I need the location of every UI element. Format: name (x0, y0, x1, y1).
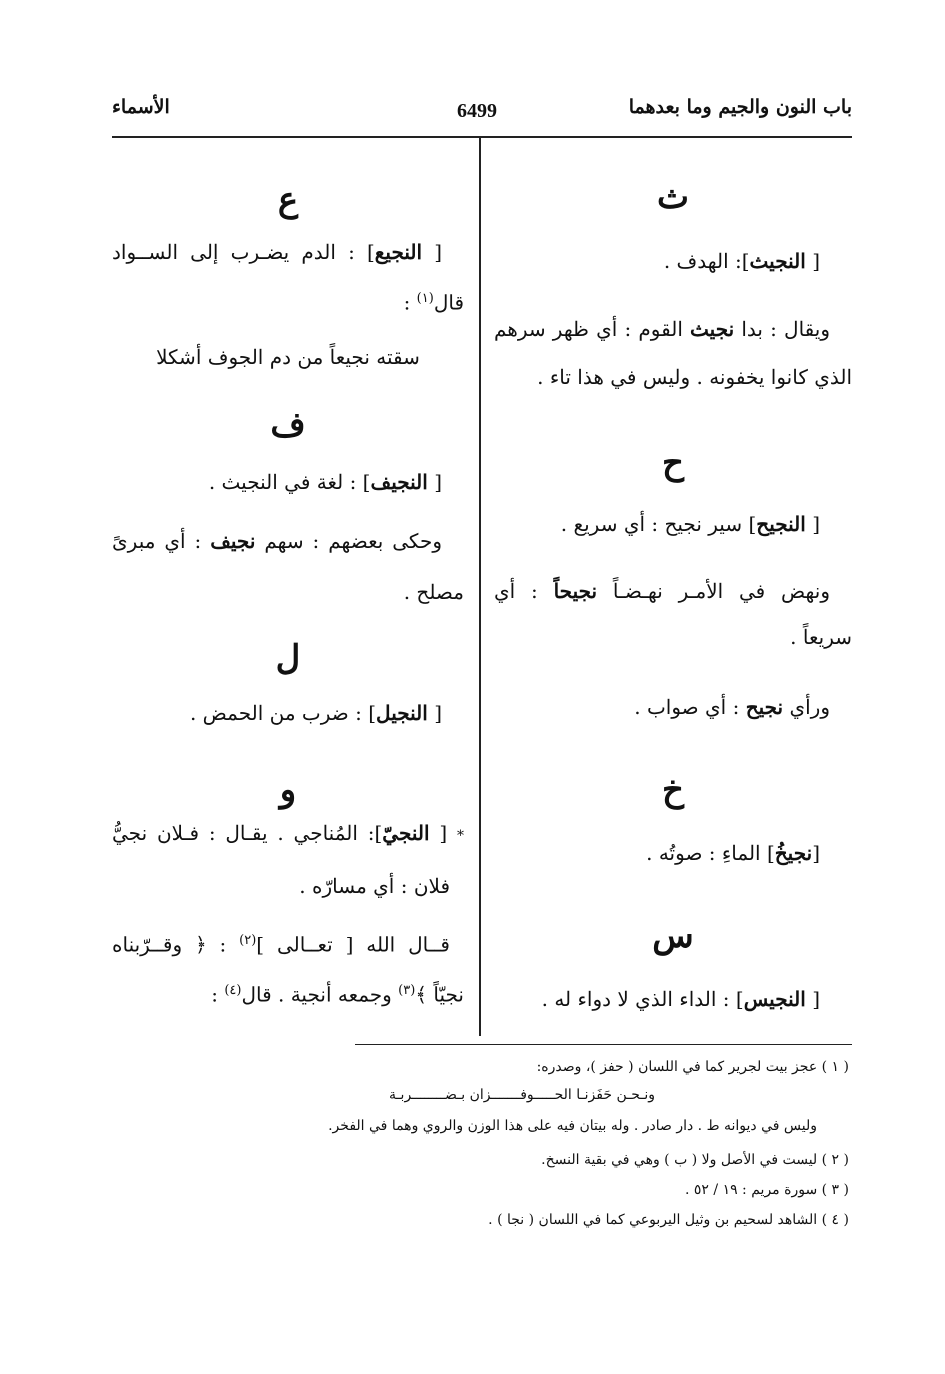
entry-line: فلان : أي مسارّه . (299, 874, 450, 898)
entry-najiyy: * [ النجيّ]: المُناجي . يقـال : فـلان نجيُّ (112, 821, 465, 845)
entry-line: سريعاً . (790, 625, 852, 649)
headword: النجيل (376, 701, 428, 725)
footnote-4: ( ٤ ) الشاهد لسحيم بن وثيل اليربوعي كما في اللسان ( نجا ) . (488, 1212, 849, 1228)
headword: النجيح (756, 512, 806, 536)
header-rule (112, 136, 852, 138)
footnote-ref: (٣) (398, 983, 416, 998)
entry-line: ونهض في الأمـر نهـضـاً نجيحاً : أي (494, 579, 830, 603)
headword: النجيف (370, 470, 428, 494)
footnote-ref: (٤) (224, 983, 242, 998)
headword: النجيث (749, 249, 806, 273)
entry-najif: [ النجيف] : لغة في النجيث . (208, 470, 442, 494)
entry-line: قــال الله [ تعــالى ]$^{(٢)}$ : ﴿ وقــرّبناه (112, 932, 450, 957)
section-title: الأسماء (112, 96, 170, 118)
headword: نجيخُ (774, 841, 813, 865)
entry-line: ويقال : بدا نجيث القوم : أي ظهر سرهم (494, 317, 830, 341)
entry-line: قال$^{(١)}$ : (403, 290, 464, 315)
footnote-1: ( ١ ) عجز بيت لجرير كما في اللسان ( حفز )، وصدره: (536, 1059, 849, 1075)
letter-heading-ha: ح (662, 443, 684, 483)
entry-line: مصلح . (403, 580, 464, 604)
entry-line: نجيّاً ﴾$^{(٣)}$ وجمعه أنجية . قال$^{(٤)}$ : (211, 982, 464, 1007)
headword: النجيّ (382, 821, 430, 845)
letter-heading-fa: ف (270, 405, 306, 445)
entry-najis: [ النجيس] : الداء الذي لا دواء له . (541, 987, 820, 1011)
column-divider (479, 138, 481, 1036)
entry-najiy: [ النجيع] : الدم يضـرب إلى الســواد (112, 240, 443, 264)
entry-line: ورأي نجيح : أي صواب . (634, 695, 830, 719)
headword: النجيع (374, 240, 423, 264)
letter-heading-waw: و (279, 770, 297, 810)
headword: النجيس (743, 987, 806, 1011)
page-number: 6499 (457, 100, 497, 122)
footnote-2: ( ٢ ) ليست في الأصل ولا ( ب ) وهي في بقية النسخ. (541, 1152, 849, 1168)
verse: سقته نجيعاً من دم الجوف أشكلا (156, 345, 420, 369)
entry-najith: [ النجيث]: الهدف . (663, 249, 820, 273)
footnote-ref: (١) (416, 291, 434, 306)
entry-najil: [ النجيل] : ضرب من الحمض . (189, 701, 442, 725)
letter-heading-kha: خ (662, 770, 684, 810)
page-header (112, 96, 852, 136)
letter-heading-sin: س (652, 916, 694, 956)
entry-line: الذي كانوا يخفونه . وليس في هذا تاء . (537, 365, 852, 389)
entry-line: وحكى بعضهم : سهم نجيف : أي مبرىً (112, 529, 442, 553)
letter-heading-tha: ث (656, 177, 689, 217)
footnote-3: ( ٣ ) سورة مريم : ١٩ / ٥٢ . (684, 1182, 849, 1198)
footnote-1-verse: ونـحـن حَفَزنـا الحـــــوفـــــــزان بـضــــــــربـة (388, 1087, 655, 1103)
entry-najih: [ النجيح] سير نجيح : أي سريع . (560, 512, 820, 536)
footnote-rule (355, 1044, 852, 1045)
letter-heading-lam: ل (275, 638, 301, 678)
chapter-title: باب النون والجيم وما بعدهما (628, 96, 852, 118)
footnote-ref: (٢) (239, 933, 257, 948)
footnote-1-note: وليس في ديوانه ط . دار صادر . وله بيتان فيه على هذا الوزن والروي وهما في الفخر. (328, 1118, 817, 1134)
letter-heading-ayn: ع (277, 180, 299, 220)
entry-najikh: [نجيخُ] الماءِ : صوتُه . (646, 841, 820, 865)
